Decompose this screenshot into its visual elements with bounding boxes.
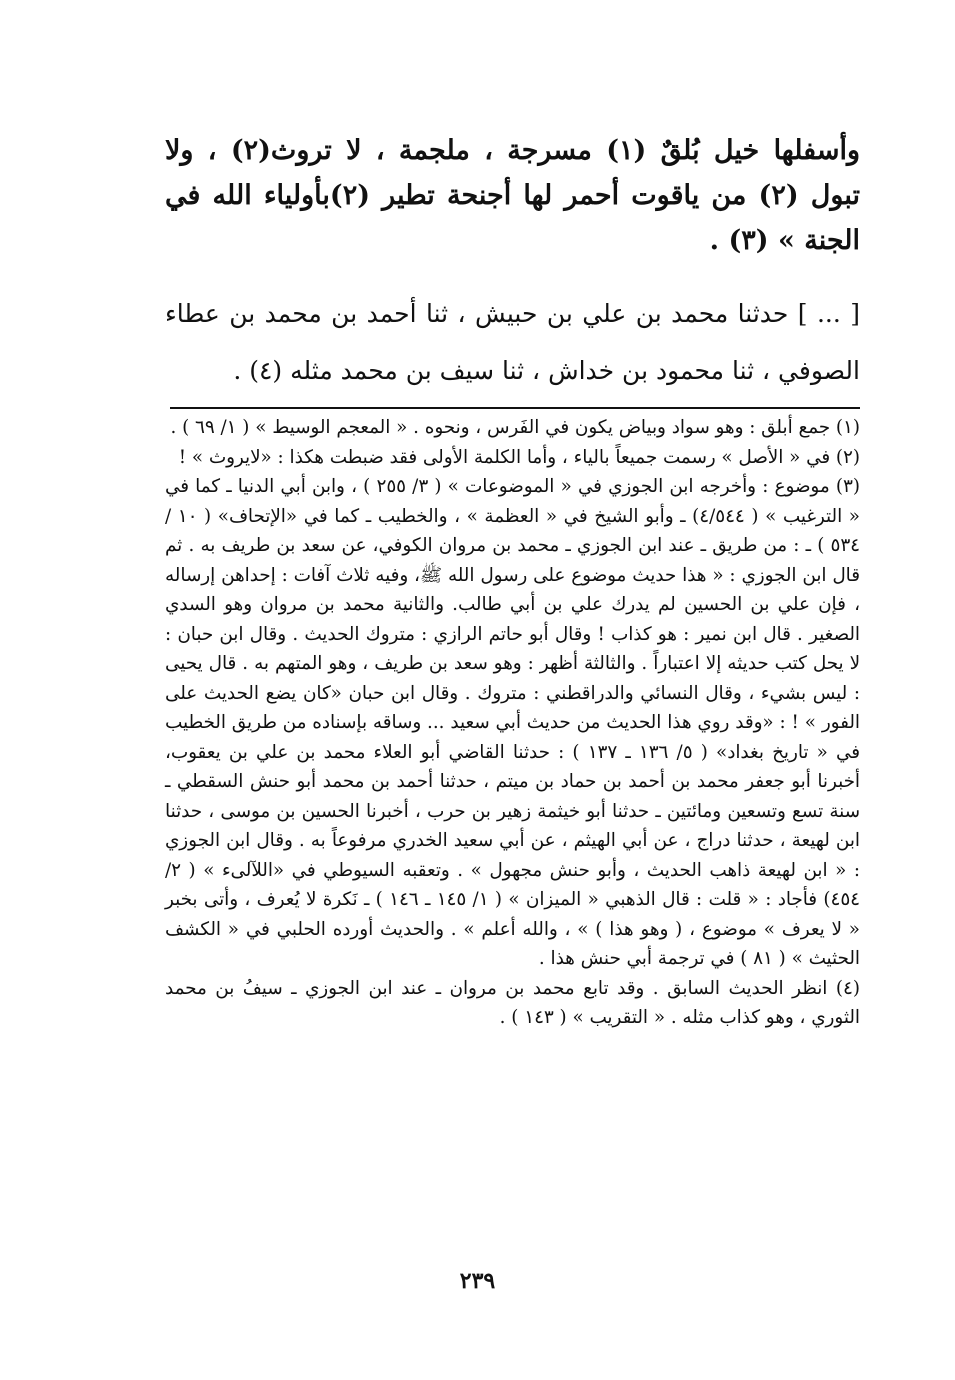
main-paragraph-bold: وأسفلها خيل بُلقٌ (١) مسرجة ، ملجمة ، لا تروث(٢) ، ولا تبول (٢) من ياقوت أحمر لها أجنحة تطير (٢)بأولياء الله في الجنة » (٣) .: [165, 135, 860, 256]
footnote-1: [165, 413, 860, 443]
footnote-2: [165, 443, 860, 473]
footnote-text: في « الأصل » رسمت جميعاً بالياء ، وأما الكلمة الأولى فقد ضبطت هكذا : «لايروث » !: [178, 446, 831, 468]
footnote-4: [165, 974, 860, 1033]
footnote-number: (٣): [835, 476, 860, 497]
footnote-text: موضوع : وأخرجه ابن الجوزي في « الموضوعات » ( ٣/ ٢٥٥ ) ، وابن أبي الدنيا ـ كما في « الترغيب » ( ٤/٥٤٤) ـ وأبو الشيخ في « العظمة » ، والخطيب ـ كما في «الإتحاف» ( ١٠ / ٥٣٤ ) ـ : من طريق ـ عند ابن الجوزي ـ محمد بن مروان الكوفي، عن سعد بن طريف به . ثم قال ابن الجوزي : « هذا حديث موضوع على رسول الله ﷺ، وفيه ثلاث آفات : إحداهن إرساله ، فإن علي بن الحسين لم يدرك علي بن أبي طالب. والثانية محمد بن مروان وهو السدي الصغير . قال ابن نمير : هو كذاب ! وقال أبو حاتم الرازي : متروك الحديث . وقال ابن حبان : لا يحل كتب حديثه إلا اعتباراً . والثالثة أظهر : وهو سعد بن طريف ، وهو المتهم به . قال يحيى : ليس بشيء ، وقال النسائي والدراقطني : متروك . وقال ابن حبان «كان يضع الحديث على الفور » ! : «وقد روي هذا الحديث من حديث أبي سعيد ... وساقه بإسناده من طريق الخطيب في « تاريخ بغداد» ( ٥/ ١٣٦ ـ ١٣٧ ) : حدثنا القاضي أبو العلاء محمد بن علي بن يعقوب، أخبرنا أبو جعفر محمد بن أحمد بن حماد بن ميتم ، حدثنا أحمد بن محمد أبو حنش السقطي ـ سنة تسع وتسعين ومائتين ـ حدثنا أبو خيثمة زهير بن حرب ، أخبرنا الحسين بن موسى ، حدثنا ابن لهيعة ، حدثنا دراج ، عن أبي الهيثم ، عن أبي سعيد الخدري مرفوعاً به . وقال ابن الجوزي : « ابن لهيعة ذاهب الحديث ، وأبو حنش مجهول » . وتعقبه السيوطي في «اللآلىء » ( ٢/ ٤٥٤) فأجاد : « قلت : قال الذهبي « الميزان » ( ١/ ١٤٥ ـ ١٤٦ ) ـ نَكرة لا يُعرف ، وأتى بخبر « لا يعرف » موضوع ، ( وهو هذا ) » ، والله أعلم » . والحديث أورده الحلبي في « الكشف الحثيث » ( ٨١ ) في ترجمة أبي حنش هذا .: [165, 476, 860, 969]
footnote-number: (١): [835, 417, 860, 438]
footnote-number: (٢): [835, 446, 860, 468]
footnote-divider: [170, 407, 860, 409]
footnote-text: انظر الحديث السابق . وقد تابع محمد بن مروان ـ عند ابن الجوزي ـ سيفُ بن محمد الثوري ، وهو كذاب مثله . « التقريب » ( ١٤٣ ) .: [165, 977, 860, 1028]
footnote-3: [165, 472, 860, 974]
page-body: [165, 128, 860, 1033]
main-paragraph-chain: [ ... ] حدثنا محمد بن علي بن حبيش ، ثنا أحمد بن محمد بن عطاء الصوفي ، ثنا محمود بن خداش ، ثنا سيف بن محمد مثله (٤) .: [165, 299, 860, 385]
footnotes: [165, 413, 860, 1033]
footnote-text: جمع أبلق : وهو سواد وبياض يكون في الفَرس ، ونحوه . « المعجم الوسيط » ( ١/ ٦٩ ) .: [170, 417, 831, 438]
footnote-number: (٤): [835, 977, 861, 999]
page-number: ٢٣٩: [459, 1268, 496, 1294]
